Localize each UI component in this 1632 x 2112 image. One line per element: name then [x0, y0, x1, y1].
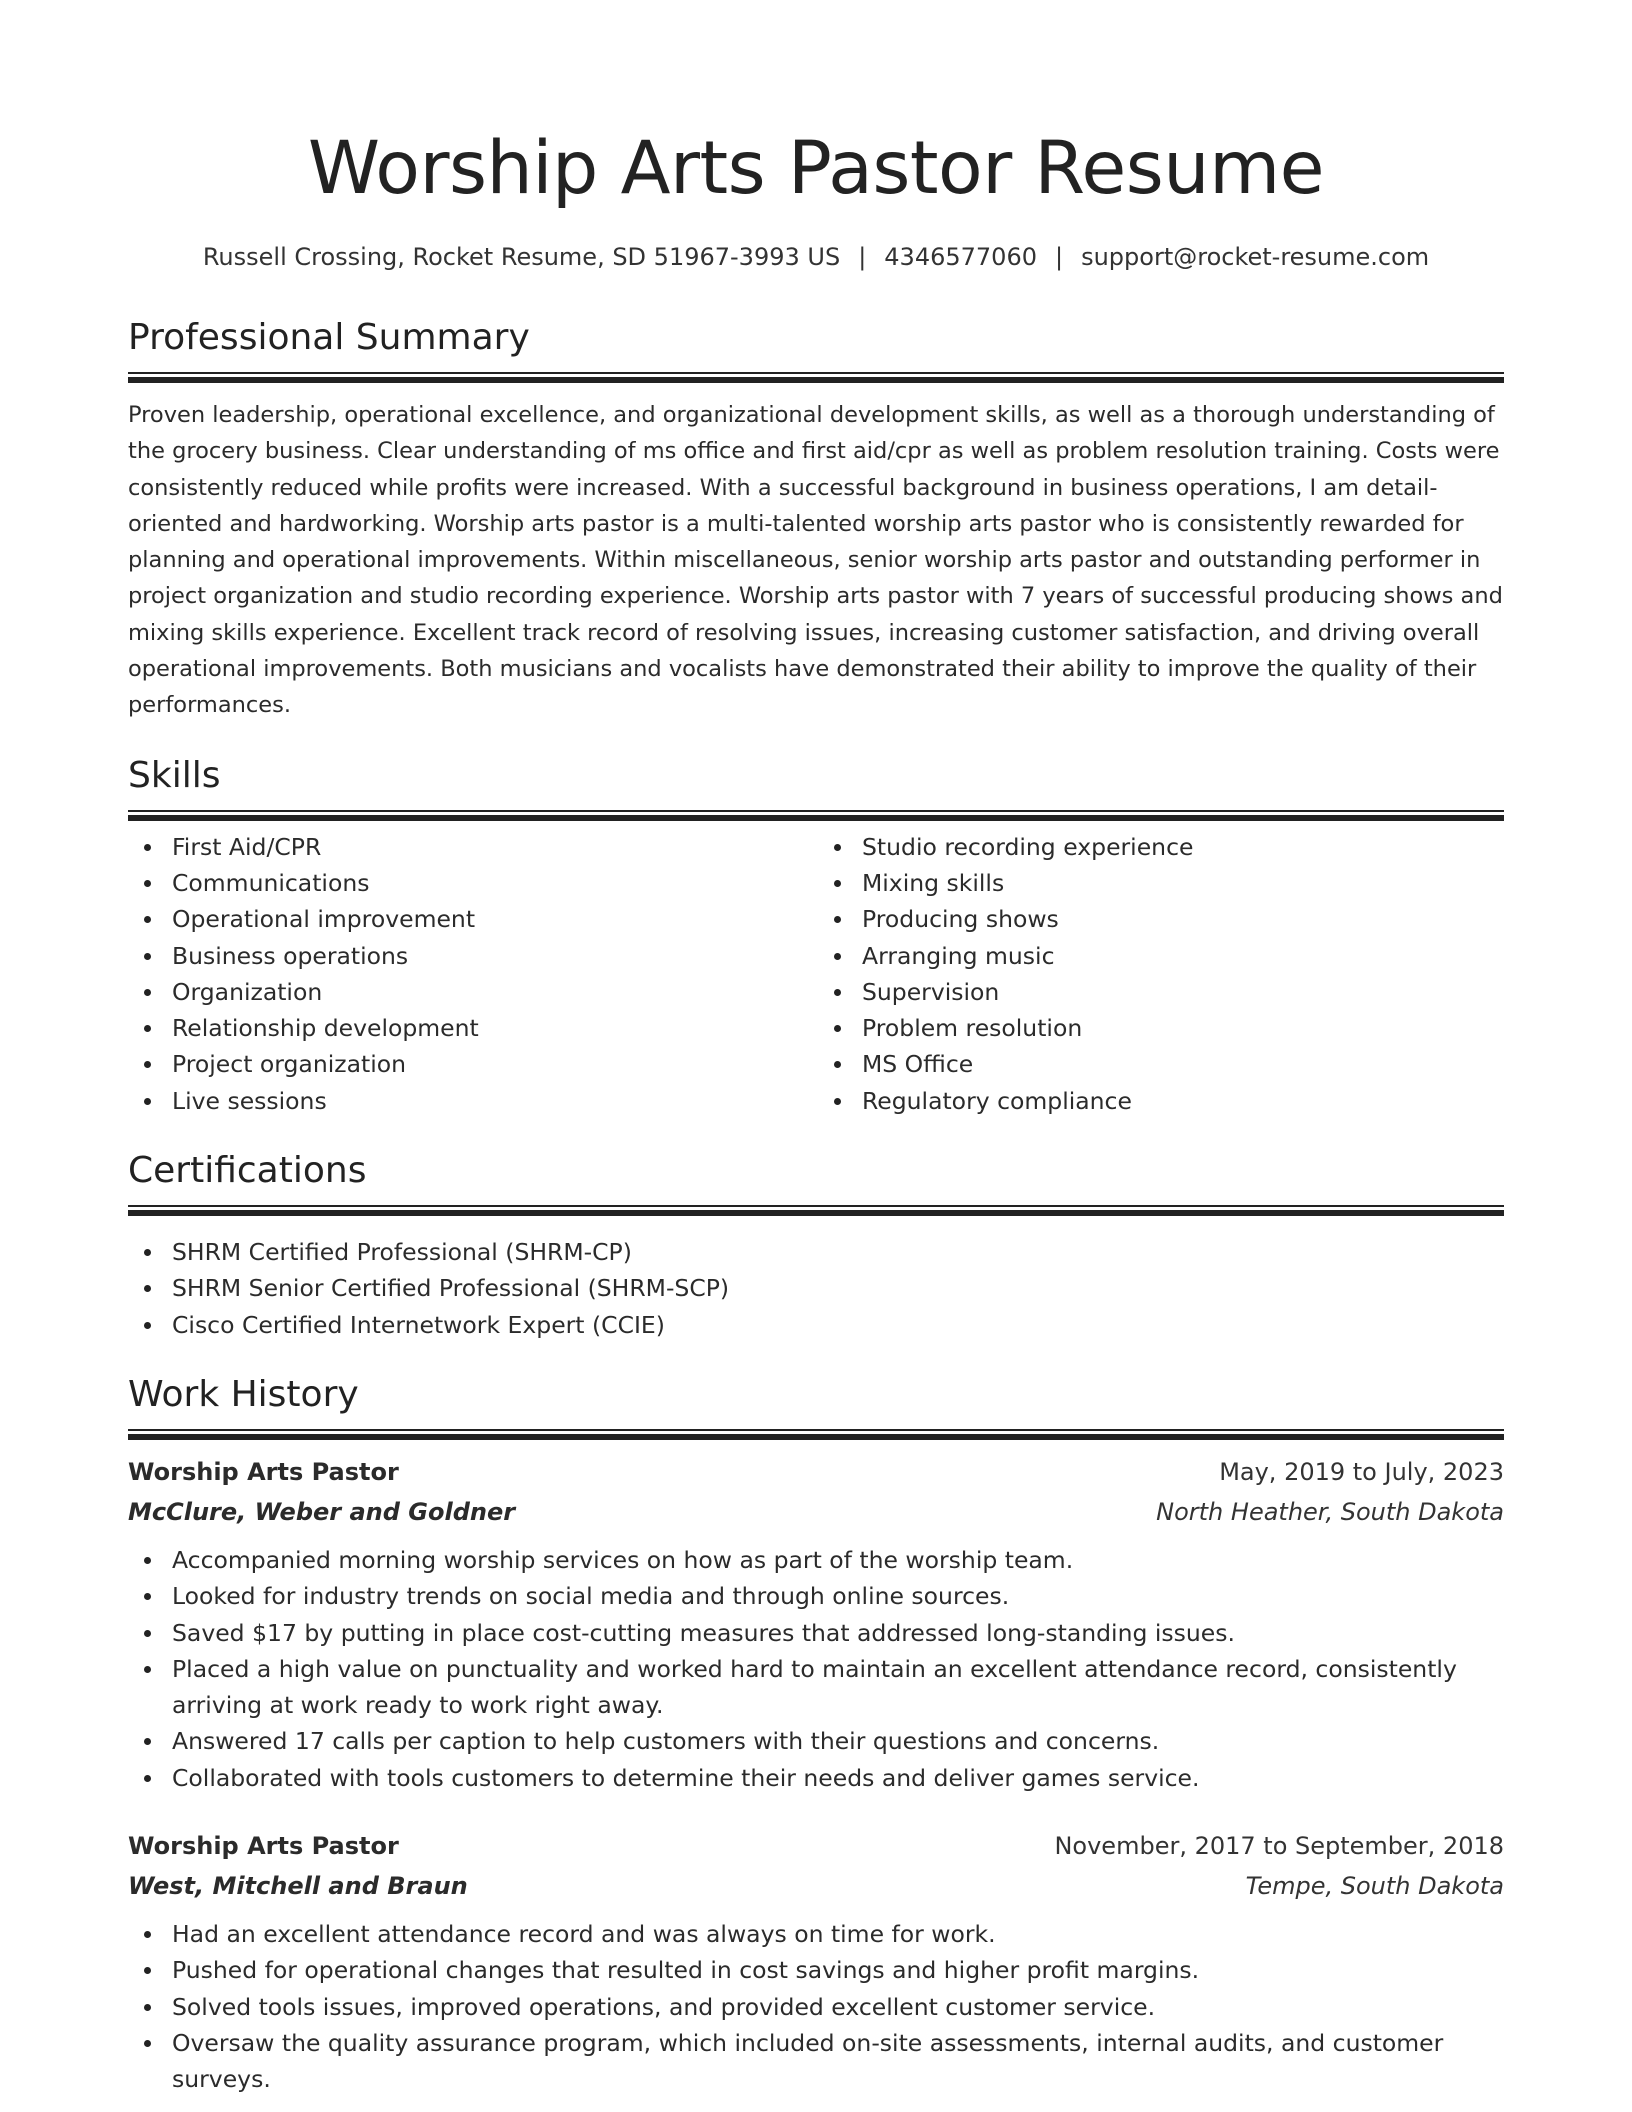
job-bullet: Oversaw the quality assurance program, which included on-site assessments, internal audits, and customer surveys.	[128, 2025, 1504, 2098]
contact-phone: 4346577060	[884, 243, 1037, 271]
skill-item: Mixing skills	[818, 865, 1504, 901]
summary-section	[128, 316, 1504, 724]
job-bullet: Accompanied morning worship services on how as part of the worship team.	[128, 1542, 1504, 1578]
job-company-row	[128, 1866, 1504, 1906]
contact-address: Russell Crossing, Rocket Resume, SD 51967-3993 US	[202, 243, 841, 271]
job-bullet: Saved $17 by putting in place cost-cutting measures that addressed long-standing issues.	[128, 1615, 1504, 1651]
job-header-row	[128, 1452, 1504, 1492]
job-bullet: Solved tools issues, improved operations, and provided excellent customer service.	[128, 1989, 1504, 2025]
skill-item: Live sessions	[128, 1083, 814, 1119]
section-divider	[128, 1205, 1504, 1216]
skill-item: Producing shows	[818, 901, 1504, 937]
certification-item: Cisco Certified Internetwork Expert (CCIE)	[128, 1307, 1504, 1343]
job-bullet: Looked for industry trends on social media and through online sources.	[128, 1578, 1504, 1614]
section-divider	[128, 1429, 1504, 1440]
contact-line	[128, 240, 1504, 274]
skill-item: Arranging music	[818, 938, 1504, 974]
job-bullets	[128, 1542, 1504, 1796]
skills-list-left	[128, 829, 814, 1119]
job-bullets	[128, 1916, 1504, 2097]
skill-item: Operational improvement	[128, 901, 814, 937]
work-history-heading: Work History	[128, 1373, 359, 1415]
job-dates: May, 2019 to July, 2023	[1219, 1457, 1504, 1486]
job-bullet: Answered 17 calls per caption to help customers with their questions and concerns.	[128, 1723, 1504, 1759]
skill-item: Relationship development	[128, 1010, 814, 1046]
skill-item: MS Office	[818, 1046, 1504, 1082]
job-bullet: Had an excellent attendance record and was always on time for work.	[128, 1916, 1504, 1952]
summary-heading: Professional Summary	[128, 317, 530, 358]
job-bullet: Placed a high value on punctuality and worked hard to maintain an excellent attendance record, consistently arriving at work ready to work right away.	[128, 1651, 1504, 1724]
skill-item: Business operations	[128, 938, 814, 974]
skill-item: Organization	[128, 974, 814, 1010]
skill-item: Communications	[128, 865, 814, 901]
contact-separator: |	[1054, 243, 1064, 271]
skill-item: First Aid/CPR	[128, 829, 814, 865]
job-company: McClure, Weber and Goldner	[128, 1497, 516, 1526]
resume-title: Worship Arts Pastor Resume	[307, 126, 1325, 211]
job-company-row	[128, 1492, 1504, 1532]
skill-item: Supervision	[818, 974, 1504, 1010]
job-entry	[128, 1452, 1504, 1796]
job-location: North Heather, South Dakota	[1156, 1497, 1504, 1526]
summary-text: Proven leadership, operational excellence, and organizational development skills, as well as a thorough understanding of the grocery business. Clear understanding of ms office and first aid/cpr as well as problem resolution training. Costs were consistently reduced while profits were increased. With a successful background in business operations, I am detail-oriented and hardworking. Worship arts pastor is a multi-talented worship arts pastor who is consistently rewarded for planning and operational improvements. Within miscellaneous, senior worship arts pastor and outstanding performer in project organization and studio recording experience. Worship arts pastor with 7 years of successful producing shows and mixing skills experience. Excellent track record of resolving issues, increasing customer satisfaction, and driving overall operational improvements. Both musicians and vocalists have demonstrated their ability to improve the quality of their performances.	[128, 402, 1503, 719]
job-dates: November, 2017 to September, 2018	[1054, 1832, 1504, 1861]
section-divider	[128, 810, 1504, 821]
skill-item: Problem resolution	[818, 1010, 1504, 1046]
job-bullet: Collaborated with tools customers to determine their needs and deliver games service.	[128, 1760, 1504, 1796]
job-title: Worship Arts Pastor	[128, 1832, 399, 1861]
skill-item: Project organization	[128, 1046, 814, 1082]
job-header-row	[128, 1826, 1504, 1866]
skill-item: Studio recording experience	[818, 829, 1504, 865]
skills-heading: Skills	[128, 754, 221, 796]
skills-list-right	[814, 829, 1504, 1119]
job-entry	[128, 1826, 1504, 2097]
work-history-section	[128, 1373, 1504, 2098]
certification-item: SHRM Senior Certified Professional (SHRM-SCP)	[128, 1270, 1504, 1306]
resume-page	[128, 118, 1504, 2098]
job-location: Tempe, South Dakota	[1245, 1872, 1504, 1901]
certifications-list	[128, 1234, 1504, 1343]
certifications-heading: Certifications	[128, 1150, 367, 1192]
certification-item: SHRM Certified Professional (SHRM-CP)	[128, 1234, 1504, 1270]
skills-grid	[128, 829, 1504, 1119]
job-title: Worship Arts Pastor	[128, 1457, 399, 1486]
skills-section	[128, 754, 1504, 1119]
contact-email: support@rocket-resume.com	[1081, 243, 1430, 271]
section-divider	[128, 372, 1504, 383]
skill-item: Regulatory compliance	[818, 1083, 1504, 1119]
job-bullet: Pushed for operational changes that resulted in cost savings and higher profit margins.	[128, 1952, 1504, 1988]
job-company: West, Mitchell and Braun	[128, 1872, 468, 1901]
contact-separator: |	[858, 243, 867, 271]
certifications-section	[128, 1149, 1504, 1343]
